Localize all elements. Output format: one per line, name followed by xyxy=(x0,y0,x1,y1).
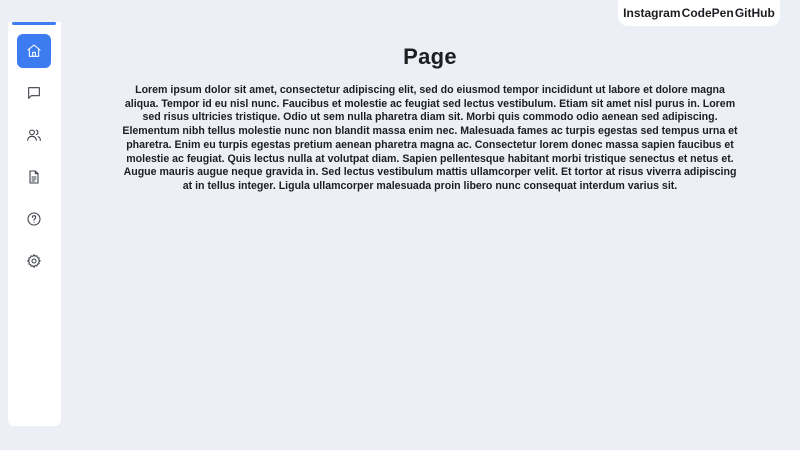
sidebar-item-home[interactable] xyxy=(17,34,51,68)
sidebar-item-messages[interactable] xyxy=(17,76,51,110)
sidebar-item-help[interactable] xyxy=(17,202,51,236)
nav-link-codepen[interactable]: CodePen xyxy=(681,6,734,20)
sidebar-item-users[interactable] xyxy=(17,118,51,152)
top-nav xyxy=(618,0,780,26)
nav-link-github[interactable]: GitHub xyxy=(734,6,775,20)
home-icon xyxy=(26,43,42,59)
users-icon xyxy=(26,127,42,143)
sidebar xyxy=(8,22,61,426)
page-body-text: Lorem ipsum dolor sit amet, consectetur adipiscing elit, sed do eiusmod tempor incididunt ut labore et dolore magna aliqua. Tempor id eu nisl nunc. Faucibus et molestie ac feugiat sed lectus vestibulum. Etiam sit amet nisl purus in. Lorem sed risus ultricies tristique. Odio ut sem nulla pharetra diam sit. Morbi quis commodo odio aenean sed adipiscing. Elementum nibh tellus molestie nunc non blandit massa enim nec. Malesuada fames ac turpis egestas sed tempus urna et pharetra. Enim eu turpis egestas pretium aenean pharetra magna ac. Consectetur lorem donec massa sapien faucibus et molestie ac feugiat. Quis lectus nulla at volutpat diam. Sapien pellentesque habitant morbi tristique senectus et netus et. Augue mauris augue neque gravida in. Sed lectus vestibulum mattis ullamcorper velit. Et tortor at risus viverra adipiscing at in tellus integer. Ligula ullamcorper malesuada proin libero nunc consequat interdum varius sit. xyxy=(122,84,738,192)
nav-link-instagram[interactable]: Instagram xyxy=(623,6,681,20)
sidebar-item-settings[interactable] xyxy=(17,244,51,278)
document-icon xyxy=(26,169,42,185)
chat-icon xyxy=(26,85,42,101)
help-icon xyxy=(26,211,42,227)
sidebar-item-documents[interactable] xyxy=(17,160,51,194)
gear-icon xyxy=(26,253,42,269)
main-content xyxy=(120,40,740,194)
sidebar-active-indicator xyxy=(12,22,56,25)
page-title: Page xyxy=(403,44,457,69)
